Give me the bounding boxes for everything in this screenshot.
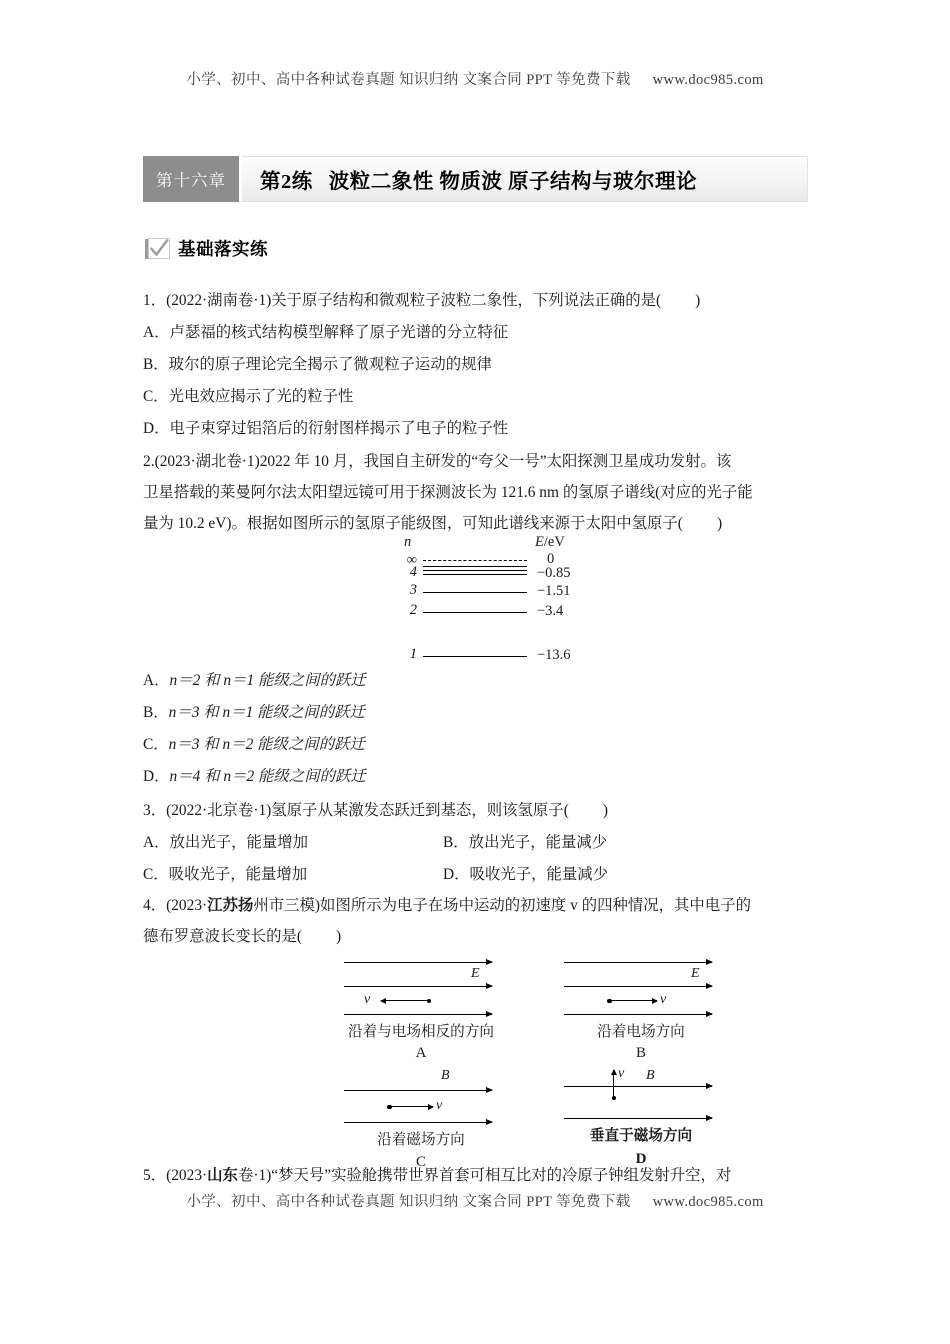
q3-text: 氢原子从某激发态跃迁到基态，则该氢原子( — [271, 802, 569, 819]
field-label-a: E — [471, 966, 480, 981]
energy-level-line-converge-1 — [423, 566, 527, 567]
field-letter-d: D — [635, 1151, 647, 1167]
energy-level-line-2 — [423, 612, 527, 613]
q2-option-d[interactable]: D．n＝4 和 n＝2 能级之间的跃迁 — [143, 768, 366, 785]
field-caption-a: 沿着与电场相反的方向 — [348, 1024, 494, 1040]
section-heading — [145, 236, 268, 261]
field-caption-b: 沿着电场方向 — [597, 1024, 685, 1040]
watermark-bottom-url: www.doc985.com — [652, 1194, 764, 1210]
q3-option-a-label: A — [143, 834, 155, 851]
field-figure-c — [301, 1066, 541, 1180]
velocity-label-d: v — [618, 1066, 625, 1081]
q2-source: (2023·湖北卷·1) — [154, 453, 260, 470]
q1-option-b-text: 玻尔的原子理论完全揭示了微观粒子运动的规律 — [168, 356, 492, 373]
q4-paren: ) — [336, 928, 342, 945]
q1-number: 1 — [143, 292, 151, 309]
hydrogen-energy-level-diagram — [395, 534, 605, 666]
q4-text-2: 德布罗意波长变长的是( — [143, 928, 303, 945]
q3-option-d-text: 吸收光子，能量减少 — [469, 866, 609, 883]
velocity-label-b: v — [660, 992, 667, 1007]
q2-option-c[interactable]: C．n＝3 和 n＝2 能级之间的跃迁 — [143, 736, 365, 753]
question-2-stem-line3 — [143, 512, 811, 535]
section-title: 基础落实练 — [178, 239, 268, 259]
field-line-b-2 — [564, 986, 712, 987]
q5-text: “梦天号”实验舱携带世界首套可相互比对的冷原子钟组发射升空，对 — [271, 1167, 732, 1184]
energy-level-value-1: −13.6 — [537, 647, 571, 663]
q4-text-1: 如图所示为电子在场中运动的初速度 v 的四种情况，其中电子的 — [320, 897, 751, 914]
q2-text-3: 量为 10.2 eV)。根据如图所示的氢原子能级图，可知此谱线来源于太阳中氢原子( — [143, 515, 683, 532]
practice-number: 第2练 — [260, 171, 313, 193]
question-2-stem-line1: 2.(2023·湖北卷·1)2022 年 10 月，我国自主研发的“夸父一号”太阳探测卫星成功发射。该 — [143, 453, 732, 470]
question-5-stem: 5．(2023·山东卷·1)“梦天号”实验舱携带世界首套可相互比对的冷原子钟组发射升空，对 — [143, 1167, 732, 1184]
watermark-url: www.doc985.com — [652, 72, 764, 88]
q4-source-bold: 江苏扬 — [207, 897, 254, 914]
field-figure-d — [521, 1066, 761, 1180]
q3-option-c[interactable]: C．吸收光子，能量增加 — [143, 866, 308, 883]
q2-text-2: 卫星搭载的莱曼阿尔法太阳望远镜可用于探测波长为 121.6 nm 的氢原子谱线(对应的光子能 — [143, 484, 753, 501]
q4-source-post: 州市三模) — [253, 897, 321, 914]
energy-level-line-1 — [423, 656, 527, 657]
question-1-stem: 1．(2022·湖南卷·1)关于原子结构和微观粒子波粒二象性，下列说法正确的是( ) — [143, 292, 701, 309]
energy-level-value-4: −0.85 — [537, 565, 571, 581]
check-icon — [145, 238, 171, 260]
velocity-vector-c — [389, 1106, 433, 1107]
watermark-bottom-text: 小学、初中、高中各种试卷真题 知识归纳 文案合同 PPT 等免费下载 — [186, 1194, 631, 1210]
field-label-d: B — [646, 1068, 655, 1083]
q2-paren: ) — [716, 515, 723, 532]
energy-level-label-inf: ∞ — [406, 552, 417, 568]
field-line-d-2 — [564, 1118, 712, 1119]
energy-level-value-3: −1.51 — [537, 583, 571, 599]
q1-option-a-label: A — [143, 324, 155, 341]
question-2-stem-line2 — [143, 481, 811, 504]
question-4-stem-line2 — [143, 925, 811, 948]
q1-paren: ) — [695, 292, 701, 309]
question-4-stem-line1: 4．(2023·江苏扬州市三模)如图所示为电子在场中运动的初速度 v 的四种情况，其中电子的 — [143, 897, 751, 914]
energy-axis-n-label: n — [404, 534, 412, 550]
chapter-header — [143, 156, 808, 202]
q4-source-pre: (2023· — [166, 897, 208, 914]
q5-source-bold: 山东 — [207, 1167, 238, 1184]
q2-option-d-label: D — [143, 768, 155, 785]
q1-option-c-text: 光电效应揭示了光的粒子性 — [168, 388, 354, 405]
velocity-label-a: v — [364, 992, 371, 1007]
q3-source: (2022·北京卷·1) — [166, 802, 272, 819]
energy-level-line-4 — [423, 574, 527, 575]
watermark-top — [0, 68, 950, 89]
velocity-vector-b — [609, 1000, 657, 1001]
energy-level-value-inf: 0 — [547, 551, 555, 567]
q1-option-c[interactable]: C．光电效应揭示了光的粒子性 — [143, 388, 354, 405]
q1-option-d-label: D — [143, 420, 155, 437]
energy-level-line-inf — [423, 560, 527, 561]
field-line-c-1 — [344, 1090, 492, 1091]
watermark-text: 小学、初中、高中各种试卷真题 知识归纳 文案合同 PPT 等免费下载 — [186, 72, 631, 88]
q2-option-b-text: n＝3 和 n＝1 能级之间的跃迁 — [168, 704, 365, 721]
q2-text-1: 2022 年 10 月，我国自主研发的“夸父一号”太阳探测卫星成功发射。该 — [259, 453, 732, 470]
q2-option-a-label: A — [143, 672, 155, 689]
field-letter-a: A — [415, 1045, 427, 1061]
q1-option-a[interactable]: A．卢瑟福的核式结构模型解释了原子光谱的分立特征 — [143, 324, 509, 341]
field-figures-group — [143, 952, 811, 1180]
q2-option-a-text: n＝2 和 n＝1 能级之间的跃迁 — [169, 672, 366, 689]
velocity-vector-d — [613, 1070, 614, 1098]
q3-option-b[interactable]: B．放出光子，能量减少 — [443, 834, 608, 851]
question-3-stem: 3．(2022·北京卷·1)氢原子从某激发态跃迁到基态，则该氢原子( ) — [143, 802, 608, 819]
q1-option-b-label: B — [143, 356, 154, 373]
q1-option-b[interactable]: B．玻尔的原子理论完全揭示了微观粒子运动的规律 — [143, 356, 492, 373]
field-line-b-1 — [564, 962, 712, 963]
energy-axis-e-label: E/eV — [535, 534, 565, 550]
field-line-c-2 — [344, 1122, 492, 1123]
q5-number: 5 — [143, 1167, 151, 1184]
q1-option-d-text: 电子束穿过铝箔后的衍射图样揭示了电子的粒子性 — [169, 420, 509, 437]
q3-option-a[interactable]: A．放出光子，能量增加 — [143, 834, 309, 851]
q1-option-d[interactable]: D．电子束穿过铝箔后的衍射图样揭示了电子的粒子性 — [143, 420, 509, 437]
field-letter-b: B — [635, 1045, 646, 1061]
energy-level-label-2: 2 — [409, 602, 417, 618]
velocity-vector-a — [381, 1000, 429, 1001]
field-letter-c: C — [415, 1154, 426, 1170]
energy-level-value-2: −3.4 — [537, 603, 564, 619]
page-title: 波粒二象性 物质波 原子结构与玻尔理论 — [328, 171, 697, 193]
q4-number: 4 — [143, 897, 151, 914]
field-caption-c: 沿着磁场方向 — [377, 1132, 465, 1148]
q3-option-b-text: 放出光子，能量减少 — [468, 834, 608, 851]
field-label-c: B — [441, 1068, 450, 1083]
q1-option-a-text: 卢瑟福的核式结构模型解释了原子光谱的分立特征 — [169, 324, 509, 341]
q3-option-a-text: 放出光子，能量增加 — [169, 834, 309, 851]
velocity-label-c: v — [436, 1098, 443, 1113]
q1-text: 关于原子结构和微观粒子波粒二象性，下列说法正确的是( — [271, 292, 662, 309]
q2-number: 2 — [143, 453, 151, 470]
field-line-a-3 — [344, 1014, 492, 1015]
field-caption-d: 垂直于磁场方向 — [589, 1128, 693, 1144]
practice-title-bar — [242, 156, 808, 202]
energy-level-label-4: 4 — [409, 564, 417, 580]
q3-option-d[interactable]: D．吸收光子，能量减少 — [443, 866, 609, 883]
watermark-bottom — [0, 1190, 950, 1211]
q3-option-c-label: C — [143, 866, 154, 883]
field-figure-b — [521, 952, 761, 1066]
q2-option-d-text: n＝4 和 n＝2 能级之间的跃迁 — [169, 768, 366, 785]
q3-option-c-text: 吸收光子，能量增加 — [168, 866, 308, 883]
q2-option-c-text: n＝3 和 n＝2 能级之间的跃迁 — [168, 736, 365, 753]
q3-paren: ) — [602, 802, 608, 819]
q3-option-d-label: D — [443, 866, 455, 883]
field-line-a-1 — [344, 962, 492, 963]
energy-level-line-3 — [423, 592, 527, 593]
energy-level-label-1: 1 — [409, 646, 417, 662]
field-line-d-1 — [564, 1086, 712, 1087]
field-label-b: E — [691, 966, 700, 981]
field-line-a-2 — [344, 986, 492, 987]
q2-option-b[interactable]: B．n＝3 和 n＝1 能级之间的跃迁 — [143, 704, 365, 721]
q2-option-a[interactable]: A．n＝2 和 n＝1 能级之间的跃迁 — [143, 672, 366, 689]
field-line-b-3 — [564, 1014, 712, 1015]
q5-source-post: 卷·1) — [237, 1167, 272, 1184]
energy-level-line-converge-2 — [423, 570, 527, 571]
q1-option-c-label: C — [143, 388, 154, 405]
field-figure-a — [301, 952, 541, 1066]
q2-option-b-label: B — [143, 704, 154, 721]
q2-option-c-label: C — [143, 736, 154, 753]
energy-level-label-3: 3 — [409, 582, 417, 598]
q3-option-b-label: B — [443, 834, 454, 851]
q3-number: 3 — [143, 802, 151, 819]
chapter-tab: 第十六章 — [143, 156, 239, 202]
q5-source-pre: (2023· — [166, 1167, 208, 1184]
q1-source: (2022·湖南卷·1) — [166, 292, 272, 309]
